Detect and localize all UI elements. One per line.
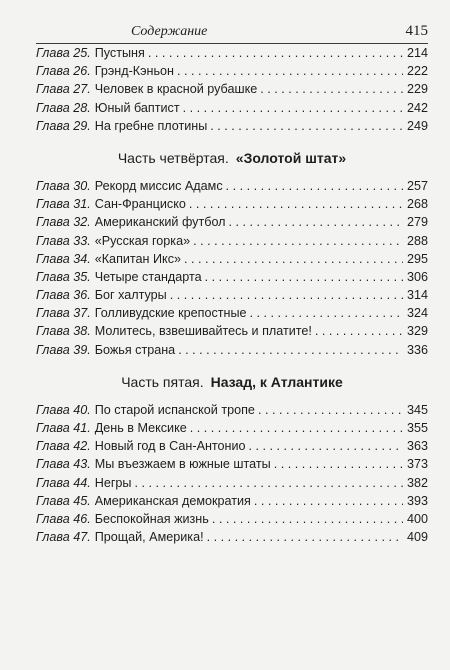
chapter-number: Глава 41. — [36, 421, 91, 435]
toc-entry — [36, 117, 428, 135]
toc-group-3 — [36, 401, 428, 547]
toc-entry — [36, 250, 428, 268]
chapter-title: Юный баптист — [94, 100, 180, 115]
chapter-title: Американская демократия — [94, 493, 251, 508]
part-heading-5 — [36, 371, 428, 393]
dot-leader — [205, 268, 403, 286]
chapter-number: Глава 35. — [36, 269, 91, 284]
chapter-title: Американский футбол — [94, 215, 226, 230]
dot-leader — [274, 455, 403, 473]
chapter-number: Глава 34. — [36, 251, 91, 266]
dot-leader — [226, 177, 403, 195]
chapter-page: 373 — [406, 457, 428, 472]
toc-entry — [36, 437, 428, 455]
chapter-page: 295 — [406, 251, 428, 266]
dot-leader — [170, 286, 403, 304]
chapter-title: На гребне плотины — [94, 118, 208, 133]
part-title: Назад, к Атлантике — [210, 373, 343, 390]
dot-leader — [250, 304, 403, 322]
chapter-number: Глава 39. — [36, 342, 91, 357]
dot-leader — [210, 117, 403, 135]
dot-leader — [189, 195, 403, 213]
toc-entry — [36, 232, 428, 250]
chapter-page: 324 — [406, 306, 428, 321]
chapter-page: 400 — [406, 511, 428, 526]
dot-leader — [177, 62, 403, 80]
chapter-number: Глава 28. — [36, 100, 91, 115]
chapter-title: Грэнд-Кэньон — [94, 64, 174, 79]
dot-leader — [254, 492, 403, 510]
chapter-page: 249 — [406, 118, 428, 133]
dot-leader — [260, 80, 403, 98]
dot-leader — [212, 510, 403, 528]
toc-group-1 — [36, 44, 428, 135]
toc-entry — [36, 44, 428, 62]
chapter-page: 393 — [406, 493, 428, 508]
dot-leader — [315, 322, 403, 340]
chapter-number: Глава 25. — [36, 46, 91, 60]
toc-group-2 — [36, 177, 428, 359]
chapter-page: 306 — [406, 269, 428, 284]
chapter-page: 222 — [406, 64, 428, 79]
toc-entry — [36, 419, 428, 437]
chapter-page: 229 — [406, 82, 428, 97]
dot-leader — [207, 528, 403, 546]
chapter-page: 288 — [406, 233, 428, 248]
chapter-title: Сан-Франциско — [94, 197, 186, 212]
dot-leader — [190, 419, 403, 437]
chapter-page: 345 — [406, 402, 428, 417]
toc-entry — [36, 510, 428, 528]
toc-entry — [36, 455, 428, 473]
chapter-number: Глава 42. — [36, 439, 91, 454]
chapter-title: Четыре стандарта — [94, 269, 202, 284]
part-heading-4 — [36, 147, 428, 169]
dot-leader — [249, 437, 403, 455]
toc-entry — [36, 286, 428, 304]
part-label: Часть четвёртая. — [117, 149, 229, 166]
dot-leader — [229, 213, 403, 231]
chapter-number: Глава 37. — [36, 306, 91, 321]
chapter-number: Глава 26. — [36, 64, 91, 79]
toc-entry — [36, 99, 428, 117]
chapter-page: 242 — [406, 100, 428, 115]
chapter-number: Глава 45. — [36, 493, 91, 508]
toc-entry — [36, 80, 428, 98]
toc-entry — [36, 474, 428, 492]
chapter-number: Глава 30. — [36, 178, 91, 193]
toc-entry — [36, 341, 428, 359]
part-label: Часть пятая. — [121, 373, 204, 390]
chapter-page: 363 — [406, 439, 428, 454]
chapter-page: 268 — [406, 197, 428, 212]
dot-leader — [148, 44, 403, 62]
chapter-number: Глава 33. — [36, 233, 91, 248]
chapter-number: Глава 40. — [36, 402, 91, 417]
chapter-number: Глава 36. — [36, 288, 91, 303]
chapter-title: Рекорд миссис Адамс — [94, 178, 223, 193]
toc-entry — [36, 322, 428, 340]
chapter-number: Глава 47. — [36, 530, 91, 545]
chapter-title: Божья страна — [94, 342, 176, 357]
chapter-page: 279 — [406, 215, 428, 230]
chapter-number: Глава 32. — [36, 215, 91, 230]
chapter-title: День в Мексике — [94, 421, 187, 435]
chapter-title: Бог халтуры — [94, 288, 167, 303]
chapter-page: 409 — [406, 530, 428, 545]
dot-leader — [184, 250, 403, 268]
chapter-number: Глава 29. — [36, 118, 91, 133]
chapter-page: 382 — [406, 475, 428, 490]
part-title: «Золотой штат» — [235, 149, 347, 166]
running-header — [36, 16, 428, 44]
dot-leader — [178, 341, 403, 359]
chapter-title: Человек в красной рубашке — [94, 82, 258, 97]
toc-entry — [36, 528, 428, 546]
toc-entry — [36, 62, 428, 80]
chapter-title: «Русская горка» — [94, 233, 191, 248]
toc-entry — [36, 401, 428, 419]
chapter-title: «Капитан Икс» — [94, 251, 182, 266]
toc-entry — [36, 492, 428, 510]
chapter-title: Пустыня — [94, 46, 145, 60]
dot-leader — [258, 401, 403, 419]
table-of-contents — [36, 44, 428, 546]
chapter-title: Молитесь, взвешивайтесь и платите! — [94, 324, 312, 339]
toc-entry — [36, 304, 428, 322]
chapter-page: 214 — [406, 46, 428, 60]
chapter-title: Беспокойная жизнь — [94, 511, 209, 526]
chapter-number: Глава 31. — [36, 197, 91, 212]
chapter-page: 329 — [406, 324, 428, 339]
toc-entry — [36, 195, 428, 213]
toc-entry — [36, 268, 428, 286]
chapter-page: 336 — [406, 342, 428, 357]
chapter-number: Глава 46. — [36, 511, 91, 526]
chapter-title: Новый год в Сан-Антонио — [94, 439, 246, 454]
chapter-page: 355 — [406, 421, 428, 435]
chapter-title: По старой испанской тропе — [94, 402, 255, 417]
page-number: 415 — [405, 23, 428, 39]
toc-entry — [36, 177, 428, 195]
header-title: Содержание — [131, 24, 208, 39]
chapter-title: Голливудские крепостные — [94, 306, 247, 321]
chapter-number: Глава 43. — [36, 457, 91, 472]
chapter-title: Мы въезжаем в южные штаты — [94, 457, 271, 472]
toc-entry — [36, 213, 428, 231]
chapter-number: Глава 44. — [36, 475, 91, 490]
dot-leader — [193, 232, 403, 250]
dot-leader — [183, 99, 403, 117]
dot-leader — [134, 474, 403, 492]
chapter-page: 257 — [406, 178, 428, 193]
chapter-number: Глава 38. — [36, 324, 91, 339]
chapter-title: Негры — [94, 475, 132, 490]
chapter-number: Глава 27. — [36, 82, 91, 97]
chapter-page: 314 — [406, 288, 428, 303]
chapter-title: Прощай, Америка! — [94, 530, 204, 545]
